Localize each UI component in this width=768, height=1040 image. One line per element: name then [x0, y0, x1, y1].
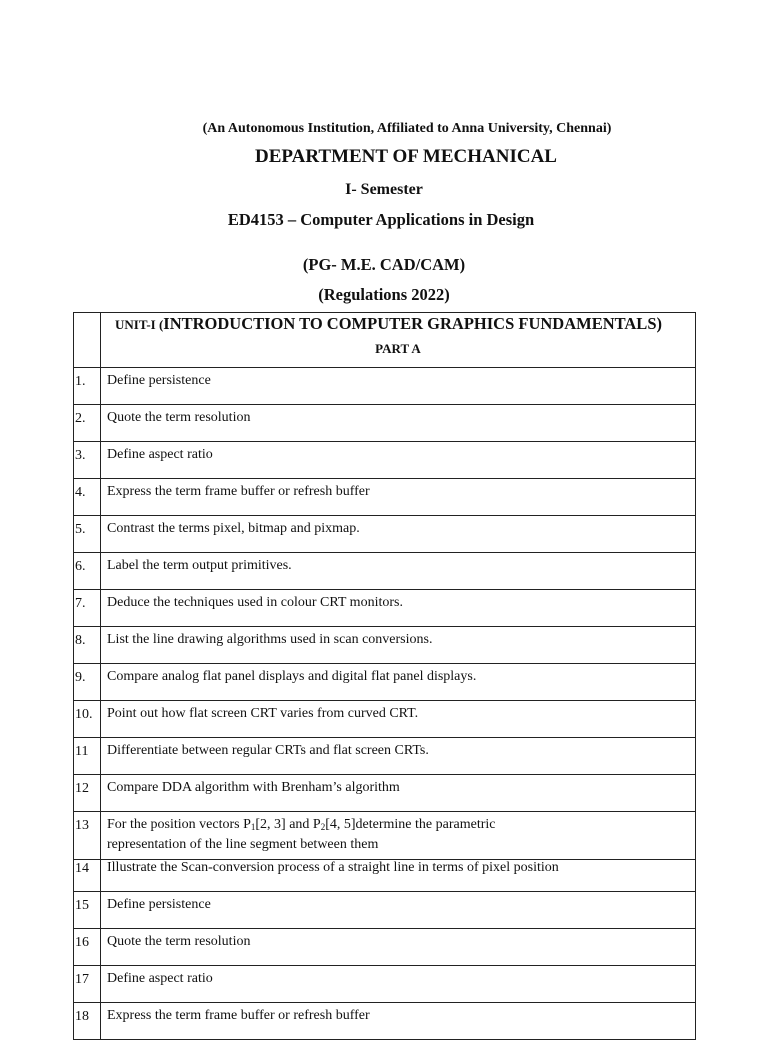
- programme-line: (PG- M.E. CAD/CAM): [302, 255, 466, 274]
- subscript: 2: [320, 822, 326, 832]
- question-text: Define persistence: [101, 368, 696, 405]
- question-row: [74, 775, 696, 812]
- question-text: Deduce the techniques used in colour CRT monitors.: [101, 590, 696, 627]
- question-row: [74, 664, 696, 701]
- question-number: 4.: [74, 479, 101, 516]
- institution-line: (An Autonomous Institution, Affiliated to Anna University, Chennai): [202, 121, 612, 136]
- question-number: 18: [74, 1003, 101, 1040]
- question-text: Express the term frame buffer or refresh buffer: [101, 1003, 696, 1040]
- question-text: Quote the term resolution: [101, 929, 696, 966]
- question-row: [74, 627, 696, 664]
- question-row: [74, 738, 696, 775]
- question-number: 15: [74, 892, 101, 929]
- department-title: DEPARTMENT OF MECHANICAL: [255, 146, 557, 167]
- unit-header-row: [74, 313, 696, 368]
- question-number: 6.: [74, 553, 101, 590]
- question-row: [74, 892, 696, 929]
- question-number: 14: [74, 860, 101, 892]
- question-number: 16: [74, 929, 101, 966]
- question-row: [74, 701, 696, 738]
- question-row: [74, 860, 696, 892]
- question-text: Define persistence: [101, 892, 696, 929]
- question-text: Express the term frame buffer or refresh buffer: [101, 479, 696, 516]
- question-number: 7.: [74, 590, 101, 627]
- question-row: [74, 929, 696, 966]
- question-text-line2: representation of the line segment between them: [107, 837, 379, 852]
- question-row: [74, 590, 696, 627]
- question-text: Quote the term resolution: [101, 405, 696, 442]
- unit-title: [101, 313, 695, 334]
- regulations-line: (Regulations 2022): [318, 285, 450, 304]
- unit-name: INTRODUCTION TO COMPUTER GRAPHICS FUNDAMENTALS): [163, 314, 662, 333]
- question-row: [74, 812, 696, 860]
- question-text: Label the term output primitives.: [101, 553, 696, 590]
- question-number: 13: [74, 812, 101, 860]
- question-text: Point out how flat screen CRT varies from curved CRT.: [101, 701, 696, 738]
- question-text: Illustrate the Scan-conversion process of a straight line in terms of pixel position: [101, 860, 696, 892]
- question-text: Define aspect ratio: [101, 966, 696, 1003]
- course-title: ED4153 – Computer Applications in Design: [227, 210, 535, 229]
- question-number: 9.: [74, 664, 101, 701]
- question-text-line1: [107, 817, 695, 833]
- question-row: [74, 368, 696, 405]
- semester-line: I- Semester: [345, 181, 423, 198]
- question-row: [74, 442, 696, 479]
- question-number: 12: [74, 775, 101, 812]
- question-text: [101, 812, 696, 860]
- question-row: [74, 516, 696, 553]
- subscript: 1: [250, 822, 256, 832]
- question-number: 17: [74, 966, 101, 1003]
- question-number: 5.: [74, 516, 101, 553]
- question-number: 8.: [74, 627, 101, 664]
- question-number: 1.: [74, 368, 101, 405]
- header-number-cell: [74, 313, 101, 368]
- question-number: 2.: [74, 405, 101, 442]
- part-label: PART A: [375, 341, 421, 356]
- unit-header-cell: [101, 313, 696, 368]
- question-row: [74, 1003, 696, 1040]
- question-text: Differentiate between regular CRTs and flat screen CRTs.: [101, 738, 696, 775]
- text-segment: For the position vectors P: [107, 817, 251, 832]
- question-text: Compare analog flat panel displays and digital flat panel displays.: [101, 664, 696, 701]
- question-text: Define aspect ratio: [101, 442, 696, 479]
- text-segment: [2, 3] and P: [255, 817, 321, 832]
- question-row: [74, 966, 696, 1003]
- question-number: 10.: [74, 701, 101, 738]
- unit-prefix: UNIT-I (: [115, 317, 164, 332]
- question-row: [74, 479, 696, 516]
- question-text: List the line drawing algorithms used in scan conversions.: [101, 627, 696, 664]
- question-text: Compare DDA algorithm with Brenham’s algorithm: [101, 775, 696, 812]
- question-text: Contrast the terms pixel, bitmap and pixmap.: [101, 516, 696, 553]
- question-table: [73, 312, 696, 1040]
- question-row: [74, 553, 696, 590]
- question-number: 3.: [74, 442, 101, 479]
- text-segment: [4, 5]determine the parametric: [325, 817, 496, 832]
- question-row: [74, 405, 696, 442]
- question-number: 11: [74, 738, 101, 775]
